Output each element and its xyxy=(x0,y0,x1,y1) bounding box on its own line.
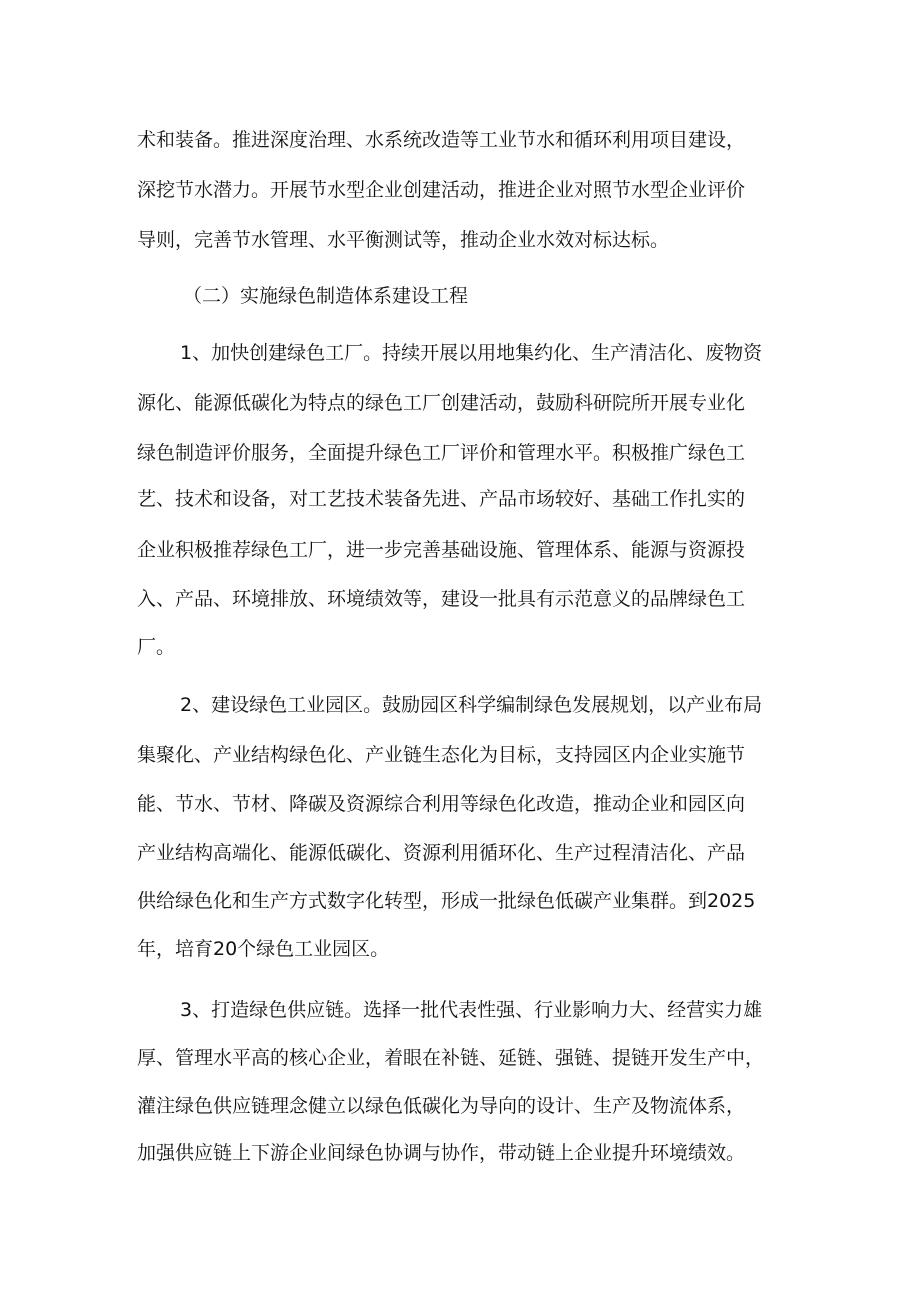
paragraph-3-line: 加强供应链上下游企业间绿色协调与协作，带动链上企业提升环境绩效。 xyxy=(137,1142,746,1164)
paragraph-1-line: 厂。 xyxy=(137,636,176,658)
paragraph-3-line: 灌注绿色供应链理念健立以绿色低碳化为导向的设计、生产及物流体系， xyxy=(137,1095,746,1117)
paragraph-2-line: 集聚化、产业结构绿色化、产业链生态化为目标，支持园区内企业实施节 xyxy=(137,744,746,766)
paragraph-2-line: 供给绿色化和生产方式数字化转型，形成一批绿色低碳产业集群。到2025 xyxy=(137,890,756,912)
paragraph-2-line: 能、节水、节材、降碳及资源综合利用等绿色化改造，推动企业和园区向 xyxy=(137,793,746,815)
paragraph-intro-line: 导则，完善节水管理、水平衡测试等，推动企业水效对标达标。 xyxy=(137,229,670,251)
paragraph-1-line: 入、产品、环境排放、环境绩效等，建设一批具有示范意义的品牌绿色工 xyxy=(137,588,746,610)
paragraph-2-line: 2、建设绿色工业园区。鼓励园区科学编制绿色发展规划，以产业布局 xyxy=(180,694,763,716)
paragraph-1-line: 企业积极推荐绿色工厂，进一步完善基础设施、管理体系、能源与资源投 xyxy=(137,539,746,561)
paragraph-intro-line: 术和装备。推进深度治理、水系统改造等工业节水和循环利用项目建设， xyxy=(137,129,746,151)
paragraph-intro-line: 深挖节水潜力。开展节水型企业创建活动，推进企业对照节水型企业评价 xyxy=(137,179,746,201)
paragraph-1-line: 绿色制造评价服务，全面提升绿色工厂评价和管理水平。积极推广绿色工 xyxy=(137,442,746,464)
paragraph-1-line: 1、加快创建绿色工厂。持续开展以用地集约化、生产清洁化、废物资 xyxy=(180,342,763,364)
section-heading: （二）实施绿色制造体系建设工程 xyxy=(183,285,469,307)
paragraph-1-line: 艺、技术和设备，对工艺技术装备先进、产品市场较好、基础工作扎实的 xyxy=(137,488,746,510)
paragraph-3-line: 厚、管理水平高的核心企业，着眼在补链、延链、强链、提链开发生产中， xyxy=(137,1047,765,1069)
paragraph-2-line: 产业结构高端化、能源低碳化、资源利用循环化、生产过程清洁化、产品 xyxy=(137,842,746,864)
paragraph-1-line: 源化、能源低碳化为特点的绿色工厂创建活动，鼓励科研院所开展专业化 xyxy=(137,392,746,414)
paragraph-3-line: 3、打造绿色供应链。选择一批代表性强、行业影响力大、经营实力雄 xyxy=(180,999,763,1021)
paragraph-2-line: 年，培育20个绿色工业园区。 xyxy=(137,938,390,960)
